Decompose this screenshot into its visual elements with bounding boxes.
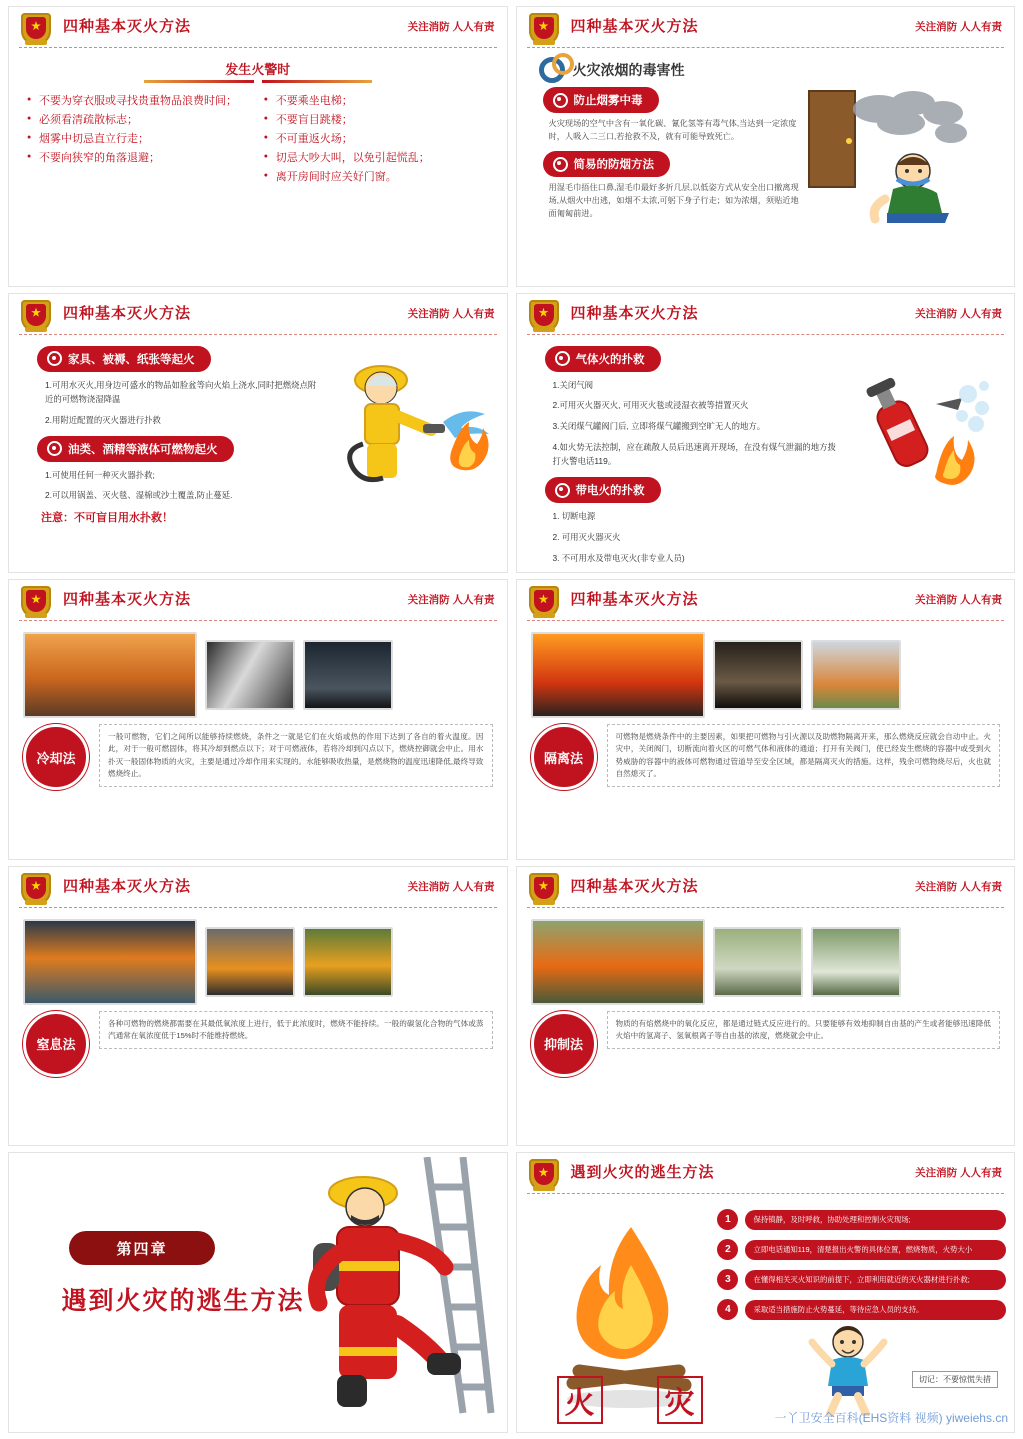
method-row [517,718,1015,790]
list-item: ● 切忌大吵大叫，以免引起慌乱； [264,150,491,167]
list-item [717,1299,1006,1320]
photo-firefighters-water-spray [811,927,901,997]
watermark: 一丫卫安全百科(EHS资料 视频) yiweiehs.cn [774,1411,1008,1425]
block-heading [37,346,211,372]
photo-strip [9,911,507,1005]
method-badge: 隔离法 [531,724,597,790]
list-item: ● 烟雾中切忌直立行走； [27,131,254,148]
bullet-ring-icon [47,351,62,366]
block-line: 1.关闭气阀 [552,379,593,390]
steps-list [717,1209,1006,1329]
page-title: 四种基本灭火方法 [570,592,699,609]
block-heading-label: 气体火的扑救 [575,353,645,366]
warning-text: 注意：不可盲目用水扑救！ [41,512,173,525]
bullet-ring-icon [47,441,62,456]
block-heading [545,346,661,372]
header-divider [19,907,497,908]
header-divider [19,47,497,48]
method-row [9,718,507,790]
photo-autumn-tree [811,640,901,710]
slide-cooling-method[interactable] [8,579,508,860]
big-characters [557,1376,703,1424]
slogan: 关注消防 人人有责 [407,307,495,320]
slide-header [517,867,1015,911]
block-line: 1.可用水灭火,用身边可盛水的物品如脸盆等向火焰上浇水,同时把燃烧点附近的可燃物浇湿降温 [45,379,317,405]
list-item: ● 不可重返火场； [264,131,491,148]
section-heading [517,51,1015,83]
chapter-label: 第四章 [69,1231,215,1265]
slide-header [517,7,1015,51]
slide-header [9,867,507,911]
page-title: 四种基本灭火方法 [63,592,192,609]
method-badge: 冷却法 [23,724,89,790]
slide-suffocation-method[interactable] [8,866,508,1147]
fire-department-emblem-icon [527,873,561,907]
slide-furniture-fire[interactable] [8,293,508,574]
slide-header [9,294,507,338]
step-number: 1 [717,1209,738,1230]
header-divider [527,334,1005,335]
slide-body [517,338,1015,566]
list-item: ● 离开房间时应关好门窗。 [264,169,491,186]
photo-oil-platform-fire [23,919,197,1005]
bullet-ring-icon [555,483,570,498]
slogan: 关注消防 人人有责 [915,594,1002,607]
slide-fire-alarm[interactable] [8,6,508,287]
slide-header [517,294,1015,338]
photo-firefighters-sunset-hose [23,632,197,718]
block-line: 2. 可用灭火器灭火 [552,531,621,542]
gear-icon [539,57,565,83]
block-line: 3. 不可用水及带电灭火(非专业人员) [552,552,685,563]
fire-department-emblem-icon [527,586,561,620]
block-line: 1.可使用任何一种灭火器扑救; [45,469,155,480]
slide-header [517,1153,1015,1197]
page-title: 四种基本灭火方法 [63,305,192,322]
step-text: 立即电话通知119，清楚报出火警的具体位置，燃烧物质，火势大小 [745,1240,1006,1260]
slide-header [9,580,507,624]
slogan: 关注消防 人人有责 [915,21,1002,33]
illustration-firefighter-climbing-ladder-icon [277,1157,497,1417]
header-divider [19,334,497,335]
block-heading [543,151,671,177]
header-divider [527,47,1005,48]
header-divider [527,1193,1005,1194]
slide-inhibition-method[interactable] [516,866,1016,1147]
block-heading [545,477,661,503]
method-description: 各种可燃物的燃烧都需要在其最低氧浓度上进行，低于此浓度时，燃烧不能持续。一般的碳氢化合物的气体或蒸汽通常在氧浓度低于15%时不能维持燃烧。 [99,1011,493,1050]
block-text: 火灾现场的空气中含有一氧化碳、氰化氢等有毒气体,当达到一定浓度时，人吸入二三口,若抢救不及，就有可能导致死亡。 [548,119,797,141]
block-line: 2.可用灭火器灭火, 可用灭火毯或浸湿衣被等措置灭火 [552,400,749,411]
slogan: 关注消防 人人有责 [915,1167,1002,1180]
fire-department-emblem-icon [19,873,53,907]
photo-grass-fire [303,927,393,997]
content-left [543,87,801,227]
bullet-ring-icon [555,351,570,366]
step-text: 保持镇静，及时呼救，协助处理和控制火灾现场; [745,1210,1006,1230]
fire-department-emblem-icon [527,13,561,47]
block-heading-label: 家具、被褥、纸张等起火 [68,353,195,366]
page-title: 四种基本灭火方法 [570,305,699,322]
content-left [37,346,323,526]
bullet-columns [9,83,507,188]
method-description: 一般可燃物，它们之间所以能够持续燃烧，条件之一就是它们在火焰或热的作用下达到了各自的着火温度。因此，对于一般可燃固体，将其冷却到燃点以下；对于可燃液体，若将冷却到闪点以下，燃烧控御就会中止。用水扑灭一般固体物质的火灾，主要是通过冷却作用来实现的。水能够吸收热量，是燃烧物的温度迅速降低,最终导致燃烧终止。 [99,724,493,787]
bullet-ring-icon [553,157,568,172]
page-title: 四种基本灭火方法 [570,878,699,895]
slide-escape-methods[interactable] [516,1152,1016,1433]
method-badge: 抑制法 [531,1011,597,1077]
illustration-person-covering-mouth-smoke-icon [801,87,1004,227]
photo-strip [517,624,1015,718]
note-text: 切记：不要惊慌失措 [912,1371,998,1388]
photo-rescue-silhouette [713,640,803,710]
block-heading [37,436,234,462]
slide-gas-electric-fire[interactable] [516,293,1016,574]
content-left [545,346,840,566]
method-description: 物质的有焰燃烧中的氧化反应，都是通过链式反应进行的。只要能够有效地抑制自由基的产生或者能够迅速降低火焰中的氢离子、氢氧根离子等自由基的浓度，燃烧就会中止。 [607,1011,1001,1050]
photo-fire-hose-spray [205,640,295,710]
page-title: 遇到火灾的逃生方法 [570,1165,715,1182]
chapter-title: 遇到火灾的逃生方法 [61,1288,305,1316]
block-heading [543,87,659,113]
list-item: ● 必须看清疏散标志； [27,112,254,129]
illustration-running-child-icon [802,1320,894,1416]
slide-chapter-four[interactable] [8,1152,508,1433]
section-title: 发生火警时 [225,62,291,77]
page-title: 四种基本灭火方法 [570,19,699,35]
header-divider [527,907,1005,908]
photo-strip [9,624,507,718]
header-divider [19,620,497,621]
slogan: 关注消防 人人有责 [407,21,495,33]
slogan: 关注消防 人人有责 [915,307,1002,320]
block-line: 3.关闭煤气罐阀门后, 立即将煤气罐搬到空旷无人的地方。 [552,421,766,431]
method-description: 可燃物是燃烧条件中的主要因素，如果把可燃物与引火源以及助燃物隔离开来，那么燃烧反应就会自动中止。火灾中，关闭阀门，切断流向着火区的可燃气体和液体的通道；打开有关阀门，使已经发生燃烧的容器中或受到火势威胁的容器中的液体可燃物通过管道导至安全区域，都是隔离灭火的措施。这样，残余可燃物烧尽后，火也就自然熄灭了。 [607,724,1001,787]
fire-department-emblem-icon [19,13,53,47]
photo-firefighters-silhouette [303,640,393,710]
slide-isolation-method[interactable] [516,579,1016,860]
block-line: 2.可以用锅盖、灭火毯、湿棉或沙土覆盖,防止蔓延. [45,490,233,501]
list-item [717,1269,1006,1290]
step-number: 2 [717,1239,738,1260]
block-heading-label: 简易的防烟方法 [573,159,654,172]
method-badge: 窒息法 [23,1011,89,1077]
method-row [9,1005,507,1077]
block-heading-label: 带电火的扑救 [575,485,645,498]
list-item: ● 不要盲目跳楼； [264,112,491,129]
chapter-cover [9,1153,507,1432]
block-heading-label: 油类、酒精等液体可燃物起火 [68,443,218,456]
list-item [717,1209,1006,1230]
list-item: ● 不要乘坐电梯； [264,93,491,110]
illustration-firefighter-hose-icon [323,346,498,526]
block-line: 1. 切断电源 [552,511,596,522]
header-divider [527,620,1005,621]
list-item: ● 不要为穿衣服或寻找贵重物品浪费时间； [27,93,254,110]
photo-fire-blanket [205,927,295,997]
list-item [717,1239,1006,1260]
step-text: 在懂得相关灭火知识的前提下，立即利用就近的灭火器材进行扑救; [745,1270,1006,1290]
bullets-right [264,91,491,188]
fire-department-emblem-icon [19,300,53,334]
photo-firefighters-hose [531,919,705,1005]
slides-grid [8,6,1015,1433]
step-number: 4 [717,1299,738,1320]
step-text: 采取适当措施防止火势蔓延，等待应急人员的支持。 [745,1300,1006,1320]
fire-department-emblem-icon [527,300,561,334]
slide-body [9,338,507,526]
slogan: 关注消防 人人有责 [915,880,1002,893]
list-item: ● 不要向狭窄的角落退避； [27,150,254,167]
fire-department-emblem-icon [527,1159,561,1193]
slide-smoke-toxicity[interactable] [516,6,1016,287]
fire-department-emblem-icon [19,586,53,620]
photo-firefighters-training [713,927,803,997]
big-char: 火 [557,1376,603,1424]
block-text: 用湿毛巾捂住口鼻,湿毛巾最好多折几层,以低姿方式从安全出口撤离现场,从烟火中出逃，如烟不太浓,可躬下身子行走；如为浓烟，须贴近地面匍匐前进。 [548,183,799,218]
bullet-ring-icon [553,93,568,108]
slide-header [9,7,507,51]
big-char: 灾 [657,1376,703,1424]
slide-body [517,83,1015,227]
photo-strip [517,911,1015,1005]
step-number: 3 [717,1269,738,1290]
section-title: 火灾浓烟的毒害性 [572,62,685,78]
slogan: 关注消防 人人有责 [407,594,495,607]
page-title: 四种基本灭火方法 [63,19,192,35]
page-title: 四种基本灭火方法 [63,878,192,895]
block-heading-label: 防止烟雾中毒 [573,95,643,107]
method-row [517,1005,1015,1077]
bullets-left [27,91,254,188]
block-line: 4.如火势无法控制，应在疏散人员后迅速离开现场，在没有煤气泄漏的地方拨打火警电话119。 [552,441,836,467]
block-line: 2.用附近配置的灭火器进行扑救 [45,415,161,425]
slogan: 关注消防 人人有责 [407,880,495,893]
photo-firefighters-blaze [531,632,705,718]
slide-header [517,580,1015,624]
illustration-fire-extinguisher-icon [840,346,1006,566]
